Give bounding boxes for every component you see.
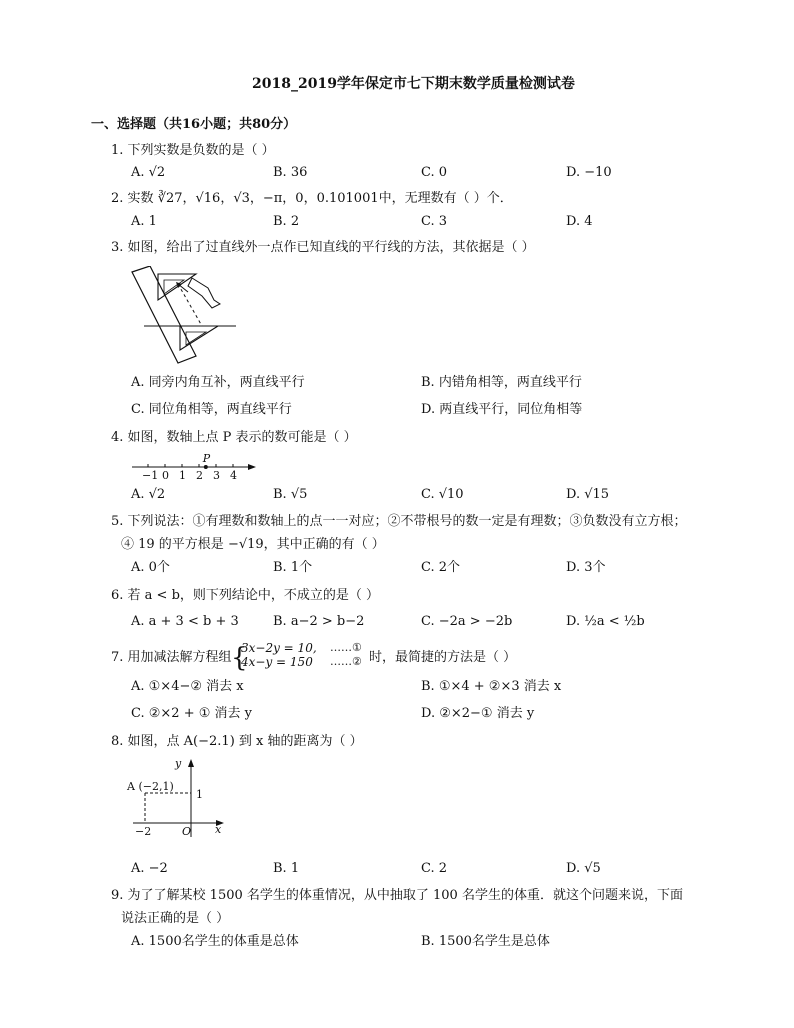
tick-neg2-label: −2	[135, 825, 152, 838]
q1-option-c: C. 0	[421, 165, 448, 180]
tick-1-label: 1	[196, 788, 203, 801]
q1-option-d: D. −10	[566, 165, 612, 180]
equation-1-mark: ……①	[330, 641, 362, 654]
q2-option-b: B. 2	[273, 214, 300, 229]
brace-symbol: {	[231, 643, 248, 673]
question-9-stem-2: 说法正确的是（ ）	[121, 911, 230, 926]
q3-option-b: B. 内错角相等，两直线平行	[421, 375, 582, 390]
q5-option-b: B. 1个	[273, 560, 313, 575]
q3-option-d: D. 两直线平行，同位角相等	[421, 402, 583, 417]
q6-option-a: A. a + 3 < b + 3	[131, 614, 239, 629]
q7-option-c: C. ②×2 + ① 消去 y	[131, 706, 252, 721]
question-9-stem: 9. 为了了解某校 1500 名学生的体重情况，从中抽取了 100 名学生的体重．就这个问题来说，下面	[111, 888, 683, 903]
q1-option-a: A. √2	[131, 165, 166, 180]
number-line-label: 3	[213, 469, 220, 482]
q7-option-a: A. ①×4−② 消去 x	[131, 679, 244, 694]
q6-option-c: C. −2a > −2b	[421, 614, 513, 629]
number-line-label: 4	[230, 469, 237, 482]
q7-option-d: D. ②×2−① 消去 y	[421, 706, 535, 721]
q4-option-d: D. √15	[566, 487, 610, 502]
equation-2: 4x−y = 150	[241, 655, 313, 669]
ruler-triangle-figure	[128, 266, 238, 364]
question-6-stem: 6. 若 a < b，则下列结论中，不成立的是（ ）	[111, 588, 380, 603]
question-5-stem-2: ④ 19 的平方根是 −√19，其中正确的有（ ）	[121, 537, 385, 552]
number-line-figure	[128, 453, 263, 483]
equation-1: 3x−2y = 10,	[241, 641, 317, 655]
q5-option-c: C. 2个	[421, 560, 461, 575]
q6-option-b: B. a−2 > b−2	[273, 614, 365, 629]
origin-label: O	[182, 825, 192, 838]
number-line-label: 2	[196, 469, 203, 482]
q6-option-d: D. ½a < ½b	[566, 614, 645, 629]
question-2-stem: 2. 实数 ∛27，√16，√3，−π，0，0.101001中，无理数有（ ）个．	[111, 191, 513, 206]
question-7-stem: 7. 用加减法解方程组	[111, 650, 232, 665]
equation-2-mark: ……②	[330, 655, 362, 668]
q7-option-b: B. ①×4 + ②×3 消去 x	[421, 679, 562, 694]
number-line-label: 1	[179, 469, 186, 482]
x-axis-label: x	[215, 823, 222, 836]
q4-option-c: C. √10	[421, 487, 464, 502]
q5-option-a: A. 0个	[131, 560, 170, 575]
coordinate-figure	[125, 757, 230, 842]
question-3-stem: 3. 如图，给出了过直线外一点作已知直线的平行线的方法，其依据是（ ）	[111, 240, 535, 255]
point-a-label: A (−2,1)	[127, 780, 174, 793]
q8-option-c: C. 2	[421, 861, 448, 876]
question-7-stem-2: 时，最简捷的方法是（ ）	[369, 650, 517, 665]
q9-option-b: B. 1500名学生是总体	[421, 934, 550, 949]
q2-option-d: D. 4	[566, 214, 593, 229]
q5-option-d: D. 3个	[566, 560, 606, 575]
q4-option-b: B. √5	[273, 487, 308, 502]
number-line-label: −1	[142, 469, 159, 482]
q2-option-a: A. 1	[131, 214, 157, 229]
q8-option-b: B. 1	[273, 861, 300, 876]
page-title: 2018_2019学年保定市七下期末数学质量检测试卷	[252, 76, 575, 92]
y-axis-label: y	[175, 757, 182, 770]
q9-option-a: A. 1500名学生的体重是总体	[131, 934, 299, 949]
q1-option-b: B. 36	[273, 165, 308, 180]
q3-option-a: A. 同旁内角互补，两直线平行	[131, 375, 305, 390]
q8-option-d: D. √5	[566, 861, 601, 876]
q8-option-a: A. −2	[131, 861, 168, 876]
q2-option-c: C. 3	[421, 214, 448, 229]
q4-option-a: A. √2	[131, 487, 166, 502]
question-5-stem: 5. 下列说法：①有理数和数轴上的点一一对应；②不带根号的数一定是有理数；③负数没有立方根；	[111, 514, 687, 529]
question-8-stem: 8. 如图，点 A(−2.1) 到 x 轴的距离为（ ）	[111, 734, 363, 749]
number-line-label: 0	[162, 469, 169, 482]
section-heading: 一、选择题（共16小题；共80分）	[91, 117, 297, 132]
question-4-stem: 4. 如图，数轴上点 P 表示的数可能是（ ）	[111, 430, 357, 445]
question-1-stem: 1. 下列实数是负数的是（ ）	[111, 143, 275, 158]
point-p-label: P	[202, 453, 211, 465]
point-p-marker	[204, 465, 208, 469]
q3-option-c: C. 同位角相等，两直线平行	[131, 402, 292, 417]
